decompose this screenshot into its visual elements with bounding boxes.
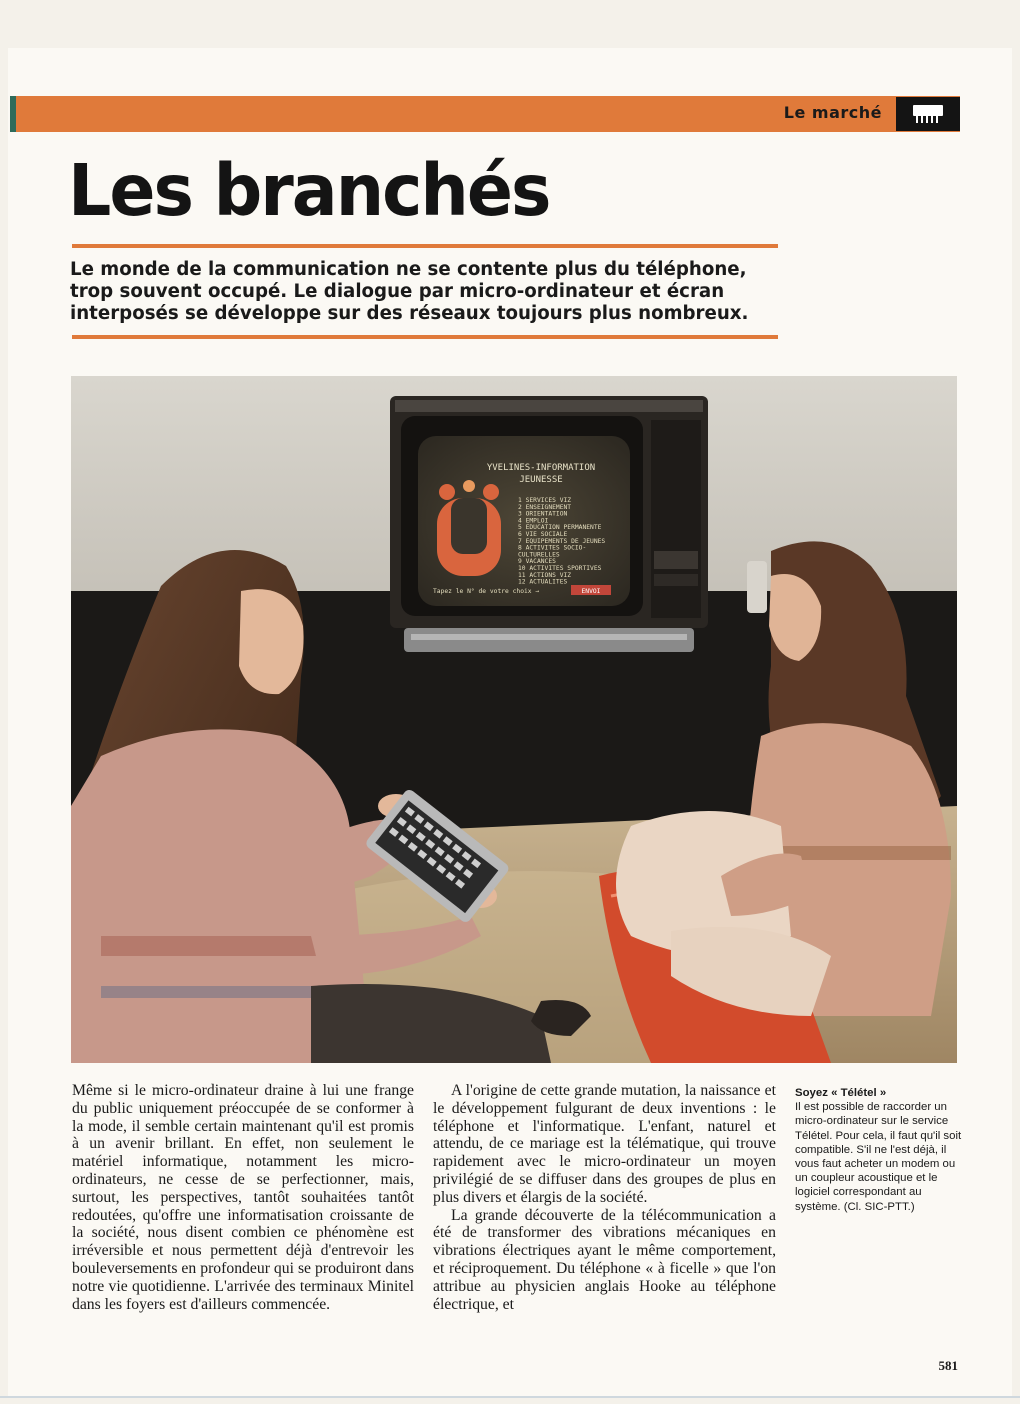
screen-menu-item: 12 ACTUALITES (518, 578, 568, 586)
body-paragraph: Même si le micro-ordinateur draine à lui une frange du public uniquement préoccupée de se conformer à la mode, il semble certain maintenant qu'il est promis à un avenir brillant. En effet, non seulement le matériel informatique, notamment les micro-ordinateurs, ne cesse de se perfectionner, mais, surtout, les perspectives, tantôt souhaitées tantôt redoutées, qu'offre une informatisation croissante de la société, nous disent combien ce phénomène est irréversible et nous permettent déjà d'entrevoir les bouleversements en profondeur qui se produiront dans notre vie quotidienne. L'arrivée des terminaux Minitel dans les foyers est d'ailleurs commencée. (72, 1082, 414, 1313)
lead-paragraph: Le monde de la communication ne se contente plus du téléphone, trop souvent occupé. Le dialogue par micro-ordinateur et écran interposés se développe sur des réseaux toujours plus nombreux. (70, 259, 749, 324)
screen-menu-item: 6 VIE SOCIALE (518, 531, 568, 538)
lead-bottom-rule (72, 335, 778, 339)
body-paragraph: A l'origine de cette grande mutation, la naissance et le développement fulgurant de deux inventions : le téléphone et l'informatique. L'enfant, naturel et attendu, de ce mariage est la télématique, qui trouve rapidement avec le micro-ordinateur un moyen privilégié de se diffuser dans des groupes de plus en plus divers et élargis de la société. (433, 1082, 776, 1206)
screen-menu-item: 7 EQUIPEMENTS DE JEUNES (518, 537, 606, 545)
body-column-2 (433, 1082, 776, 1313)
body-column-1 (72, 1082, 414, 1313)
screen-prompt: Tapez le N° de votre choix → (433, 588, 540, 595)
bottom-rule (0, 1396, 1020, 1398)
page-title: Les branchés (68, 150, 550, 233)
photo-caption (795, 1086, 965, 1214)
screen-menu-item: 10 ACTIVITES SPORTIVES (518, 565, 602, 572)
screen-send-key: ENVOI (581, 588, 601, 595)
screen-menu-item: CULTURELLES (518, 551, 560, 559)
microchip-icon (896, 97, 960, 131)
caption-text: Il est possible de raccorder un micro-ordinateur sur le service Télétel. Pour cela, il faut qu'il soit compatible. S'il ne l'est déjà, il vous faut acheter un modem ou un coupleur acoustique et le logiciel correspondant au système. (Cl. SIC-PTT.) (795, 1101, 962, 1213)
screen-menu-item: 3 ORIENTATION (518, 510, 568, 518)
screen-menu-item: 11 ACTIONS VIZ (518, 571, 572, 579)
page-number: 581 (938, 1358, 958, 1373)
section-label: Le marché (783, 103, 882, 122)
lead-top-rule (72, 244, 778, 248)
screen-menu-item: 5 EDUCATION PERMANENTE (518, 524, 602, 532)
screen-menu-item: 8 ACTIVITES SOCIO- (518, 544, 587, 552)
caption-title: Soyez « Télétel » (795, 1087, 887, 1099)
screen-menu-item: 4 EMPLOI (518, 517, 549, 525)
screen-title-line1: YVELINES-INFORMATION (486, 463, 596, 473)
body-paragraph: La grande découverte de la télécommunication a été de transformer des vibrations mécaniques en vibrations électriques ayant le même comportement, et réciproquement. Du téléphone « à ficelle » que l'on attribue au physicien anglais Hooke au téléphone électrique, et (433, 1206, 776, 1313)
screen-menu-item: 9 VACANCES (518, 558, 556, 566)
photo-girls-with-terminal (71, 376, 957, 1063)
screen-menu-item: 2 ENSEIGNEMENT (518, 503, 572, 511)
screen-title-line2: JEUNESSE (519, 475, 563, 485)
header-band-edge (10, 96, 16, 132)
screen-menu-item: 1 SERVICES VIZ (518, 497, 572, 504)
